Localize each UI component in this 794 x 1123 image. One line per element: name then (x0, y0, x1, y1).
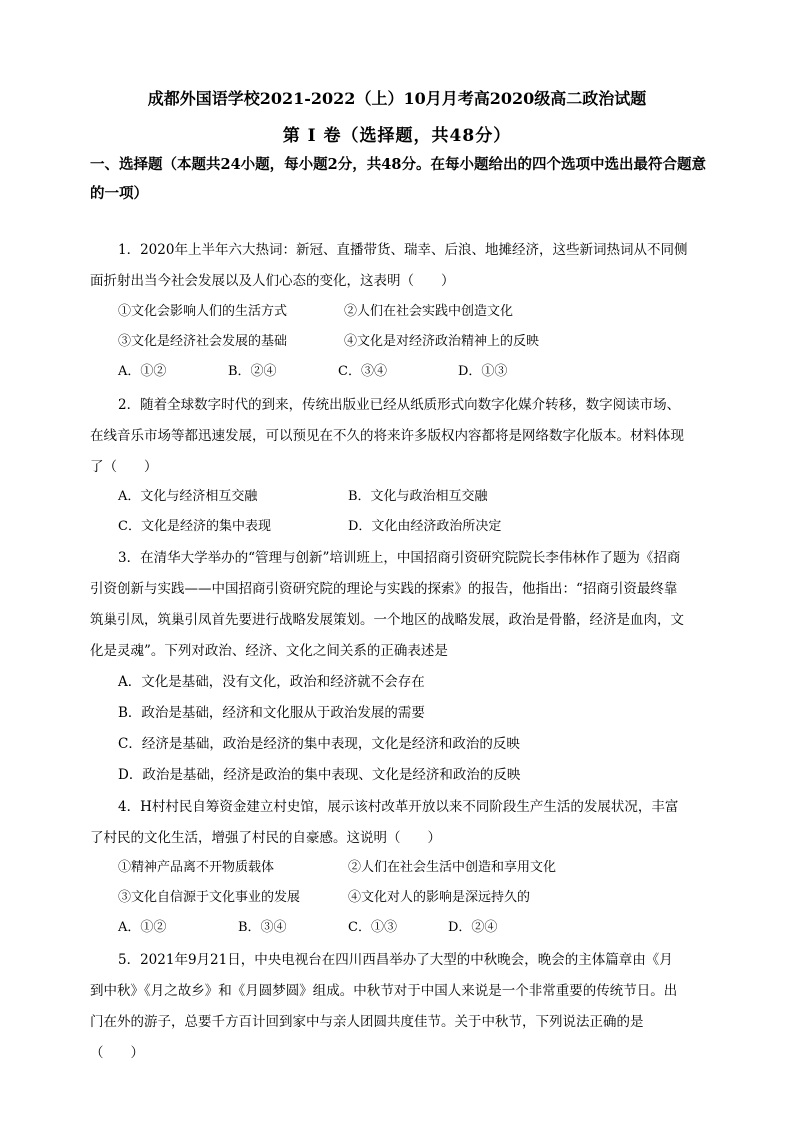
q4-item: ③文化自信源于文化事业的发展 (118, 890, 301, 905)
q4-item: ②人们在社会生活中创造和享用文化 (348, 860, 557, 875)
q3-choice-b: B．政治是基础，经济和文化服从于政治发展的需要 (118, 705, 425, 721)
q1-item: ②人们在社会实践中创造文化 (344, 304, 514, 319)
q5-stem-line: 门在外的游子，总要千方百计回到家中与亲人团圆共度佳节。关于中秋节，下列说法正确的是 (90, 1014, 644, 1030)
q3-choice-c: C．经济是基础，政治是经济的集中表现，文化是经济和政治的反映 (118, 736, 520, 752)
q5-stem-line: （ ） (90, 1045, 144, 1061)
q1-item: ①文化会影响人们的生活方式 (118, 304, 288, 319)
q3-stem-line: 化是灵魂”。下列对政治、经济、文化之间关系的正确表述是 (90, 643, 448, 659)
q2-choice-d: D．文化由经济政治所决定 (348, 519, 502, 534)
q1-stem-line: 面折射出当今社会发展以及人们心态的变化，这表明（ ） (90, 273, 455, 289)
q4-choice-c: C．①③ (348, 920, 397, 935)
part-title: 第 Ⅰ 卷（选择题，共48分） (282, 126, 512, 146)
q1-choice-d: D．①③ (458, 364, 508, 379)
q4-choice-d: D．②④ (448, 920, 498, 935)
q1-item: ④文化是对经济政治精神上的反映 (344, 334, 540, 349)
q2-choice-a: A．文化与经济相互交融 (118, 489, 258, 504)
q4-choice-b: B．③④ (238, 920, 287, 935)
q3-stem-line: 引资创新与实践——中国招商引资研究院的理论与实践的探索》的报告，他指出：“招商引资最终靠 (90, 581, 678, 597)
q1-choice-c: C．③④ (338, 364, 387, 379)
q2-choice-c: C．文化是经济的集中表现 (118, 519, 271, 534)
q1-choice-b: B．②④ (228, 364, 277, 379)
exam-title: 成都外国语学校2021-2022（上）10月月考高2020级高二政治试题 (147, 89, 647, 108)
q2-choice-b: B．文化与政治相互交融 (348, 489, 488, 504)
q4-choice-a: A．①② (118, 920, 167, 935)
section-heading: 一、选择题（本题共24小题，每小题2分，共48分。在每小题给出的四个选项中选出最符合题意的一项） (90, 156, 706, 202)
q4-item: ①精神产品离不开物质载体 (118, 860, 275, 875)
q4-stem-line: 了村民的文化生活，增强了村民的自豪感。这说明（ ） (90, 830, 441, 846)
q1-stem-line: 1．2020年上半年六大热词：新冠、直播带货、瑞幸、后浪、地摊经济，这些新词热词从不同侧 (118, 242, 688, 258)
q1-item: ③文化是经济社会发展的基础 (118, 334, 288, 349)
q4-item: ④文化对人的影响是深远持久的 (348, 890, 531, 905)
q2-stem-line: 2．随着全球数字时代的到来，传统出版业已经从纸质形式向数字化媒介转移，数字阅读市场、 (118, 397, 681, 413)
q4-stem-line: 4．H村村民自筹资金建立村史馆，展示该村改革开放以来不同阶段生产生活的发展状况，丰富 (118, 799, 679, 815)
q2-stem-line: 在线音乐市场等都迅速发展，可以预见在不久的将来许多版权内容都将是网络数字化版本。材料体现 (90, 428, 684, 444)
q3-stem-line: 3．在清华大学举办的“管理与创新”培训班上，中国招商引资研究院院长李伟林作了题为《招商 (118, 550, 681, 566)
q3-choice-a: A．文化是基础，没有文化，政治和经济就不会存在 (118, 674, 425, 690)
q3-stem-line: 筑巢引凤，筑巢引凤首先要进行战略发展策划。一个地区的战略发展，政治是骨骼，经济是血肉，文 (90, 612, 684, 628)
q5-stem-line: 5．2021年9月21日，中央电视台在四川西昌举办了大型的中秋晚会，晚会的主体篇章由《月 (118, 952, 673, 968)
q3-choice-d: D．政治是基础，经济是政治的集中表现、文化是经济和政治的反映 (118, 767, 521, 783)
q5-stem-line: 到中秋》《月之故乡》和《月圆梦圆》组成。中秋节对于中国人来说是一个非常重要的传统节日。出 (90, 983, 678, 999)
q2-stem-line: 了（ ） (90, 459, 158, 475)
q1-choice-a: A．①② (118, 364, 167, 379)
